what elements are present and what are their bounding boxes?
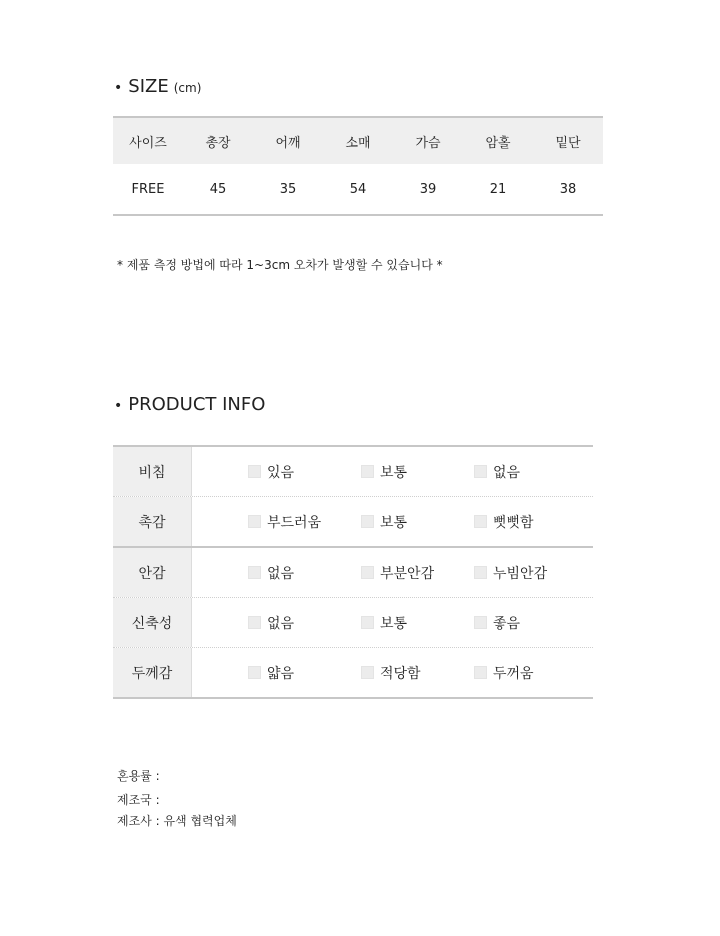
info-label: 신축성 xyxy=(113,598,192,647)
info-options xyxy=(192,548,593,597)
manufacturer: 제조사 : 유색 협력업체 xyxy=(117,814,237,828)
info-row-lining xyxy=(113,546,593,597)
size-header-cell: 가슴 xyxy=(415,135,441,151)
info-row-texture xyxy=(113,496,593,546)
checkbox-icon[interactable] xyxy=(361,465,374,478)
checkbox-icon[interactable] xyxy=(248,566,261,579)
info-row-stretch xyxy=(113,597,593,647)
size-table-header xyxy=(113,116,603,164)
size-table xyxy=(113,116,603,216)
checkbox-icon[interactable] xyxy=(248,616,261,629)
option[interactable] xyxy=(248,462,294,482)
info-label: 비침 xyxy=(113,447,192,496)
option-label: 없음 xyxy=(493,464,521,481)
option[interactable] xyxy=(248,512,321,532)
size-value-cell: 54 xyxy=(349,181,367,197)
table-row xyxy=(113,164,603,216)
option-label: 좋음 xyxy=(493,615,521,632)
size-heading xyxy=(114,76,201,97)
product-info-heading xyxy=(114,394,265,415)
option[interactable] xyxy=(361,563,434,583)
option[interactable] xyxy=(248,663,294,683)
option[interactable] xyxy=(248,613,294,633)
info-options xyxy=(192,447,593,496)
info-row-transparency xyxy=(113,447,593,496)
checkbox-icon[interactable] xyxy=(474,666,487,679)
option[interactable] xyxy=(474,663,534,683)
size-value-cell: 38 xyxy=(559,181,577,197)
option-label: 얇음 xyxy=(267,665,295,682)
checkbox-icon[interactable] xyxy=(474,566,487,579)
option-label: 적당함 xyxy=(380,665,421,682)
checkbox-icon[interactable] xyxy=(361,666,374,679)
size-header-cell: 사이즈 xyxy=(129,135,167,151)
option-label: 부드러움 xyxy=(267,514,322,531)
size-header-cell: 밑단 xyxy=(555,135,581,151)
size-header-cell: 소매 xyxy=(345,135,371,151)
size-value-cell: 35 xyxy=(279,181,297,197)
option[interactable] xyxy=(248,563,294,583)
size-header-cell: 어깨 xyxy=(275,135,301,151)
checkbox-icon[interactable] xyxy=(474,616,487,629)
option-label: 있음 xyxy=(267,464,295,481)
size-unit: (cm) xyxy=(173,81,202,95)
option[interactable] xyxy=(474,512,534,532)
option-label: 보통 xyxy=(380,514,408,531)
size-value-cell: FREE xyxy=(131,181,165,197)
blend-ratio: 혼용률 : xyxy=(117,769,160,783)
option-label: 보통 xyxy=(380,464,408,481)
option[interactable] xyxy=(474,462,520,482)
checkbox-icon[interactable] xyxy=(361,566,374,579)
option[interactable] xyxy=(474,613,520,633)
info-label: 촉감 xyxy=(113,497,192,546)
option[interactable] xyxy=(474,563,547,583)
size-title: SIZE xyxy=(128,76,169,97)
bullet-icon: • xyxy=(114,80,123,96)
checkbox-icon[interactable] xyxy=(248,515,261,528)
size-value-cell: 21 xyxy=(489,181,507,197)
checkbox-icon[interactable] xyxy=(361,616,374,629)
info-options xyxy=(192,497,593,546)
option-label: 없음 xyxy=(267,615,295,632)
option[interactable] xyxy=(361,512,407,532)
checkbox-icon[interactable] xyxy=(248,666,261,679)
option-label: 없음 xyxy=(267,565,295,582)
checkbox-icon[interactable] xyxy=(474,465,487,478)
country-of-origin: 제조국 : xyxy=(117,793,160,807)
bullet-icon: • xyxy=(114,398,123,414)
option-label: 부분안감 xyxy=(380,565,435,582)
size-value-cell: 45 xyxy=(209,181,227,197)
size-value-cell: 39 xyxy=(419,181,437,197)
info-options xyxy=(192,648,593,697)
size-header-cell: 암홀 xyxy=(485,135,511,151)
option[interactable] xyxy=(361,462,407,482)
measurement-note: * 제품 측정 방법에 따라 1~3cm 오차가 발생할 수 있습니다 * xyxy=(117,258,443,272)
size-header-cell: 총장 xyxy=(205,135,231,151)
option-label: 두꺼움 xyxy=(493,665,534,682)
option-label: 누빔안감 xyxy=(493,565,548,582)
option-label: 뻣뻣함 xyxy=(493,514,534,531)
option[interactable] xyxy=(361,663,421,683)
checkbox-icon[interactable] xyxy=(474,515,487,528)
info-label: 두께감 xyxy=(113,648,192,697)
info-label: 안감 xyxy=(113,548,192,597)
info-options xyxy=(192,598,593,647)
option[interactable] xyxy=(361,613,407,633)
product-info-title: PRODUCT INFO xyxy=(128,394,266,415)
product-info-table xyxy=(113,445,593,699)
checkbox-icon[interactable] xyxy=(248,465,261,478)
checkbox-icon[interactable] xyxy=(361,515,374,528)
option-label: 보통 xyxy=(380,615,408,632)
info-row-thickness xyxy=(113,647,593,697)
